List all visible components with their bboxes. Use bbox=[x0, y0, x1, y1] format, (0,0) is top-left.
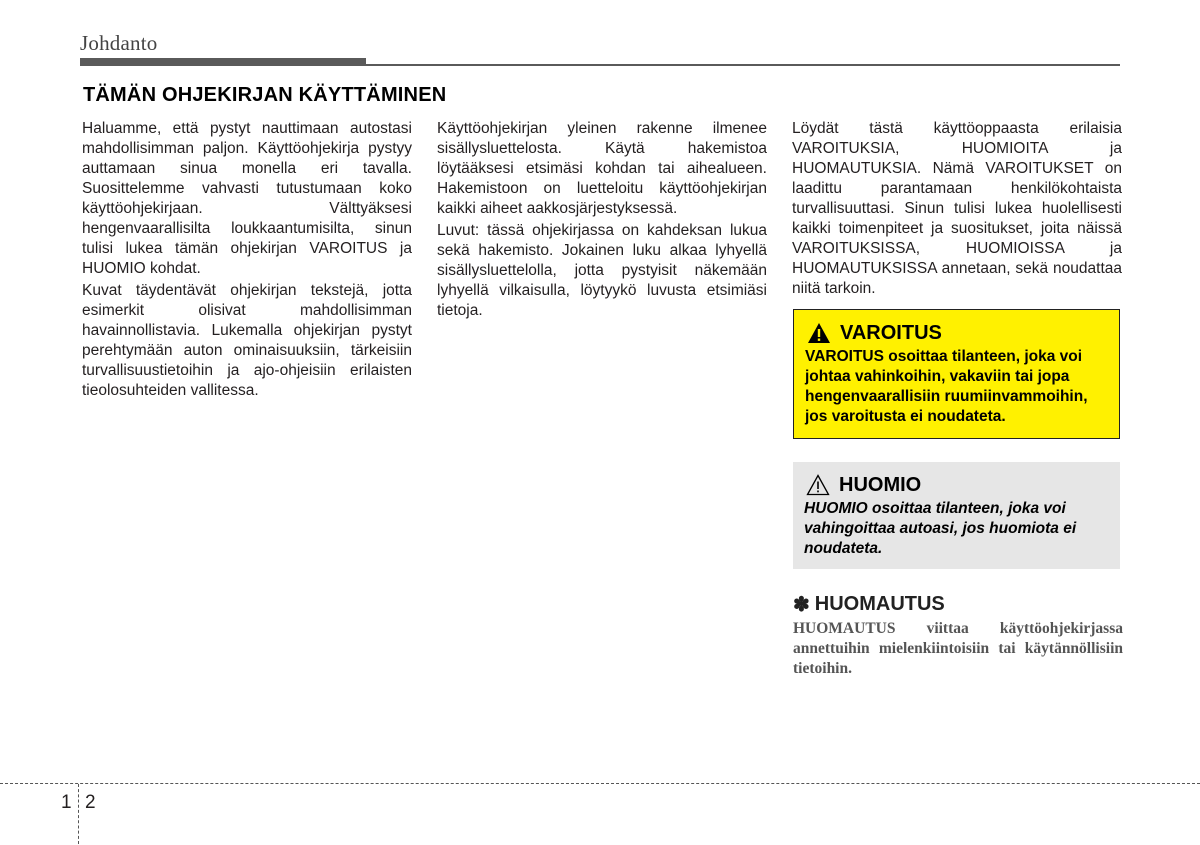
warning-heading bbox=[805, 320, 1109, 346]
caution-title: HUOMIO bbox=[839, 473, 922, 496]
note-star-icon: ✽ bbox=[793, 594, 810, 616]
text-column-3 bbox=[792, 119, 1122, 301]
note-text: HUOMAUTUS viittaa käyttöohjekirjassa annettuihin mielenkiintoisiin tai käytännöllisiin tietoihin. bbox=[793, 620, 1123, 677]
caution-heading bbox=[804, 472, 1110, 498]
warning-title: VAROITUS bbox=[840, 321, 942, 344]
paragraph: Luvut: tässä ohjekirjassa on kahdeksan lukua sekä hakemisto. Jokainen luku alkaa lyhyellä sisällysluettelolla, jotta pystyisit näkemään lyhyellä vilkaisulla, löytyykö luvusta etsimiäsi tietoja. bbox=[437, 222, 767, 319]
warning-triangle-icon bbox=[807, 322, 831, 344]
section-title: TÄMÄN OHJEKIRJAN KÄYTTÄMINEN bbox=[83, 84, 447, 106]
paragraph: Kuvat täydentävät ohjekirjan tekstejä, jotta esimerkit olisivat mahdollisimman havainnollistavia. Lukemalla ohjekirjan pystyt perehtymään auton ominaisuuksiin, tärkeisiin turvallisuustietoihin ja ajo-ohjeisiin erilaisten tieolosuhteiden vallitessa. bbox=[82, 282, 412, 399]
paragraph: Käyttöohjekirjan yleinen rakenne ilmenee sisällysluettelosta. Käytä hakemistoa löytääksesi etsimäsi kohdan tai aihealueen. Hakemistoon on luetteloitu käyttöohjekirjan kaikki aiheet aakkosjärjestyksessä. bbox=[437, 120, 767, 217]
chapter-number: 1 bbox=[61, 792, 72, 813]
caution-triangle-icon bbox=[806, 474, 830, 496]
paragraph: Haluamme, että pystyt nauttimaan autostasi mahdollisimman paljon. Käyttöohjekirja pystyy auttamaan sinua monella eri tavalla. Suosittelemme vahvasti tutustumaan koko käyttöohjekirjaan. Välttyäksesi hengenvaarallisilta loukkaantumisilta, sinun tulisi lukea tämän ohjekirjan VAROITUS ja HUOMIO kohdat. bbox=[82, 120, 412, 277]
page-header-title: Johdanto bbox=[80, 31, 158, 55]
note-heading bbox=[793, 592, 945, 617]
page-number: 2 bbox=[85, 792, 96, 813]
paragraph: Löydät tästä käyttöoppaasta erilaisia VAROITUKSIA, HUOMIOITA ja HUOMAUTUKSIA. Nämä VAROITUKSET on laadittu parantamaan henkilökohtaista turvallisuuttasi. Sinun tulisi lukea huolellisesti kaikki toimenpiteet ja suositukset, joita näissä VAROITUKSISSA, HUOMIOISSA ja HUOMAUTUKSISSA annetaan, sekä noudattaa niitä tarkoin. bbox=[792, 120, 1122, 297]
warning-box bbox=[793, 309, 1120, 439]
note-title: HUOMAUTUS bbox=[814, 593, 945, 615]
footer-divider bbox=[0, 783, 1200, 784]
warning-text: VAROITUS osoittaa tilanteen, joka voi johtaa vahinkoihin, vakaviin tai jopa hengenvaarallisiin ruumiinvammoihin, jos varoitusta ei noudateta. bbox=[805, 348, 1088, 425]
footer-page-separator bbox=[78, 784, 79, 844]
caution-box bbox=[793, 462, 1120, 569]
caution-text: HUOMIO osoittaa tilanteen, joka voi vahingoittaa autoasi, jos huomiota ei noudateta. bbox=[804, 500, 1077, 557]
text-column-2 bbox=[437, 119, 767, 323]
header-rule bbox=[80, 64, 1120, 66]
text-column-1 bbox=[82, 119, 412, 403]
